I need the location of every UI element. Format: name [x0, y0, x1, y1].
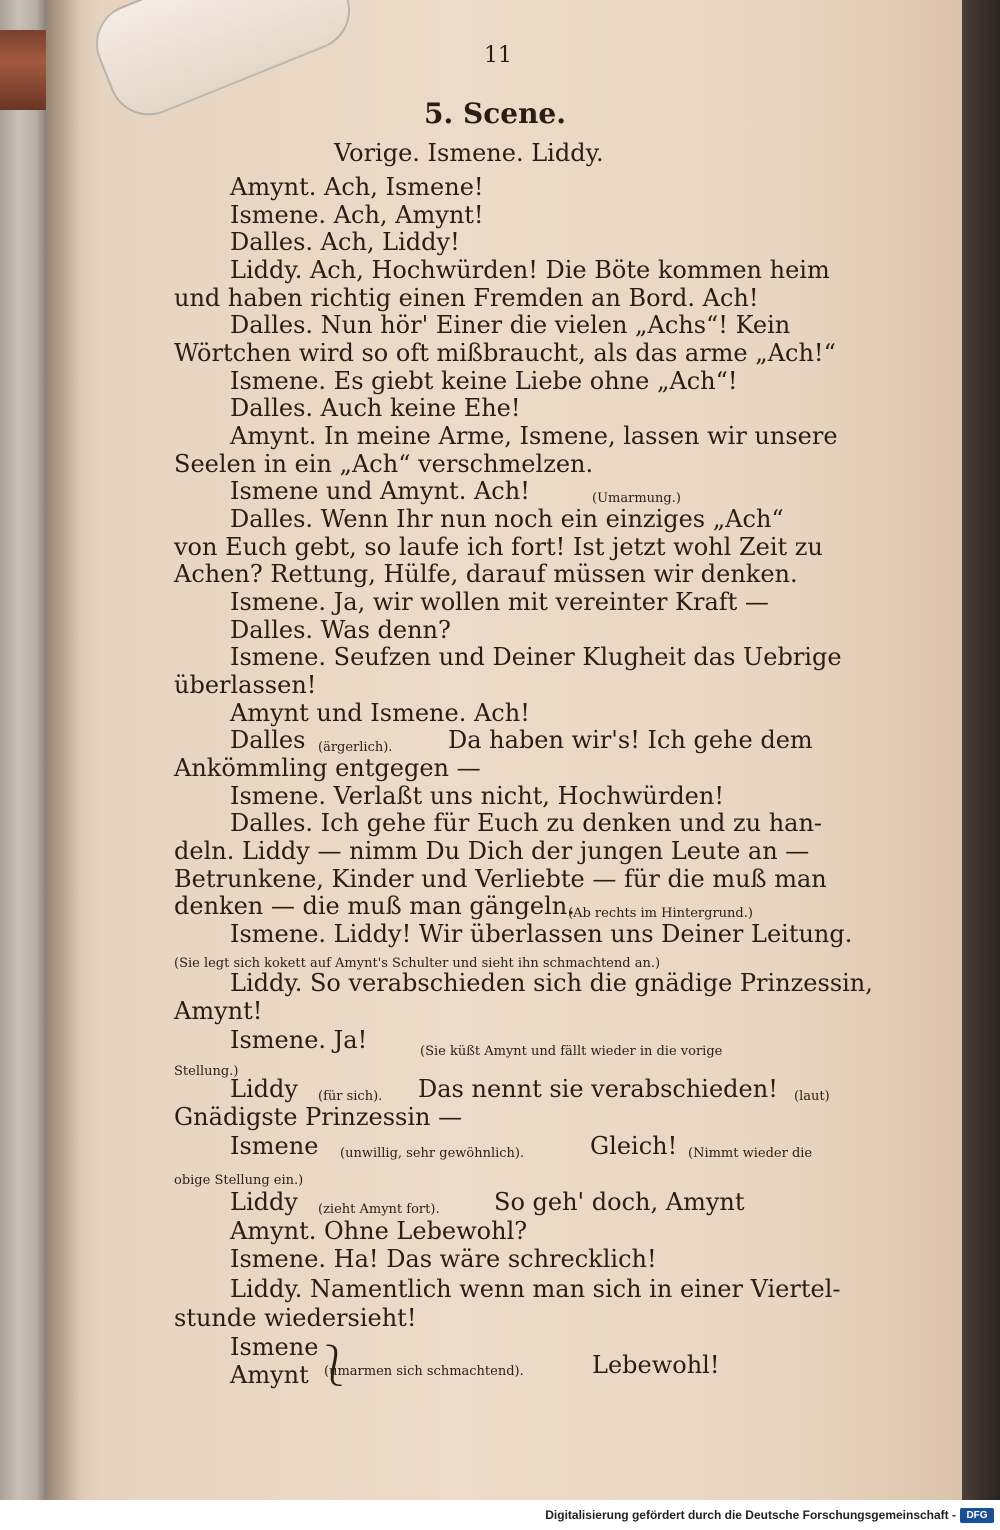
- stage-direction: obige Stellung ein.): [174, 1173, 304, 1188]
- stage-direction: (Ab rechts im Hintergrund.): [568, 906, 753, 921]
- text-line: Amynt. In meine Arme, Ismene, lassen wir unsere: [230, 422, 838, 450]
- text-line: Lebewohl!: [592, 1351, 720, 1379]
- text-line: Ismene. Es giebt keine Liebe ohne „Ach“!: [230, 367, 738, 395]
- text-line: Ismene. Seufzen und Deiner Klugheit das Uebrige: [230, 643, 842, 671]
- text-line: Da haben wir's! Ich gehe dem: [448, 726, 813, 754]
- text-line: Amynt und Ismene. Ach!: [230, 699, 530, 727]
- text-line: Dalles. Ich gehe für Euch zu denken und zu han-: [230, 809, 823, 837]
- text-line: Ismene. Liddy! Wir überlassen uns Deiner Leitung.: [230, 920, 853, 948]
- text-line: denken — die muß man gängeln.: [174, 892, 575, 920]
- text-line: Ismene. Ha! Das wäre schrecklich!: [230, 1245, 657, 1273]
- text-line: Seelen in ein „Ach“ verschmelzen.: [174, 450, 594, 478]
- text-line: Liddy. Ach, Hochwürden! Die Böte kommen heim: [230, 256, 830, 284]
- text-line: Ismene. Ach, Amynt!: [230, 201, 484, 229]
- text-line: überlassen!: [174, 671, 317, 699]
- text-line: Liddy. Namentlich wenn man sich in einer Viertel-: [230, 1275, 841, 1303]
- dfg-logo: DFG: [960, 1508, 994, 1523]
- text-line: Gnädigste Prinzessin —: [174, 1103, 463, 1131]
- page-number: 11: [484, 43, 512, 68]
- text-line: Amynt. Ach, Ismene!: [230, 173, 484, 201]
- text-line: und haben richtig einen Fremden an Bord. Ach!: [174, 284, 759, 312]
- speaker-name: Liddy: [230, 1075, 298, 1103]
- text-line: Achen? Rettung, Hülfe, darauf müssen wir denken.: [174, 560, 798, 588]
- funding-credit: Digitalisierung gefördert durch die Deutsche Forschungsgemeinschaft -: [545, 1508, 956, 1522]
- text-line: Wörtchen wird so oft mißbraucht, als das arme „Ach!“: [174, 339, 836, 367]
- text-line: Gleich!: [590, 1132, 678, 1160]
- text-line: Ankömmling entgegen —: [174, 754, 481, 782]
- stage-direction: Stellung.): [174, 1064, 239, 1079]
- text-line: stunde wiedersieht!: [174, 1304, 417, 1332]
- text-line: Ismene. Verlaßt uns nicht, Hochwürden!: [230, 782, 724, 810]
- stage-direction: (ärgerlich).: [318, 740, 393, 755]
- text-line: Betrunkene, Kinder und Verliebte — für die muß man: [174, 865, 827, 893]
- text-line: Ismene. Ja, wir wollen mit vereinter Kraft —: [230, 588, 769, 616]
- scene-heading: 5. Scene.: [424, 97, 566, 130]
- stage-direction: (Umarmung.): [592, 491, 681, 506]
- stage-direction: (zieht Amynt fort).: [318, 1202, 440, 1217]
- speaker-name: Amynt: [230, 1361, 309, 1389]
- page-right-shadow: [962, 0, 1000, 1500]
- text-line: Amynt!: [174, 997, 263, 1025]
- text-line: So geh' doch, Amynt: [494, 1188, 745, 1216]
- speaker-name: Ismene: [230, 1132, 319, 1160]
- text-line: deln. Liddy — nimm Du Dich der jungen Leute an —: [174, 837, 810, 865]
- gutter-shadow: [46, 0, 80, 1500]
- stage-direction: (umarmen sich schmachtend).: [324, 1364, 524, 1379]
- text-line: Dalles. Auch keine Ehe!: [230, 394, 521, 422]
- text-line: Dalles. Ach, Liddy!: [230, 228, 460, 256]
- speaker-name: Dalles: [230, 726, 306, 754]
- stage-direction: (unwillig, sehr gewöhnlich).: [340, 1146, 525, 1161]
- stage-direction: (Sie legt sich kokett auf Amynt's Schulter und sieht ihn schmachtend an.): [174, 956, 661, 971]
- brace-mark: ⎱: [314, 1343, 354, 1389]
- stage-direction: (Sie küßt Amynt und fällt wieder in die vorige: [420, 1044, 723, 1059]
- text-line: Das nennt sie verabschieden!: [418, 1075, 778, 1103]
- cover-binding: [0, 30, 48, 110]
- text-line: Ismene. Ja!: [230, 1026, 368, 1054]
- stage-direction: (laut): [794, 1089, 830, 1104]
- text-line: Ismene und Amynt. Ach!: [230, 477, 530, 505]
- stage-direction: (Nimmt wieder die: [688, 1146, 813, 1161]
- text-line: von Euch gebt, so laufe ich fort! Ist jetzt wohl Zeit zu: [174, 533, 823, 561]
- text-line: Liddy. So verabschieden sich die gnädige Prinzessin,: [230, 969, 873, 997]
- text-line: Dalles. Nun hör' Einer die vielen „Achs“! Kein: [230, 311, 791, 339]
- text-line: Dalles. Was denn?: [230, 616, 451, 644]
- text-line: Amynt. Ohne Lebewohl?: [230, 1217, 528, 1245]
- speaker-name: Liddy: [230, 1188, 298, 1216]
- book-cover-edge: [0, 0, 52, 1500]
- cast-line: Vorige. Ismene. Liddy.: [334, 139, 604, 167]
- stage-direction: (für sich).: [318, 1089, 383, 1104]
- speaker-name: Ismene: [230, 1333, 319, 1361]
- text-line: Dalles. Wenn Ihr nun noch ein einziges „Ach“: [230, 505, 784, 533]
